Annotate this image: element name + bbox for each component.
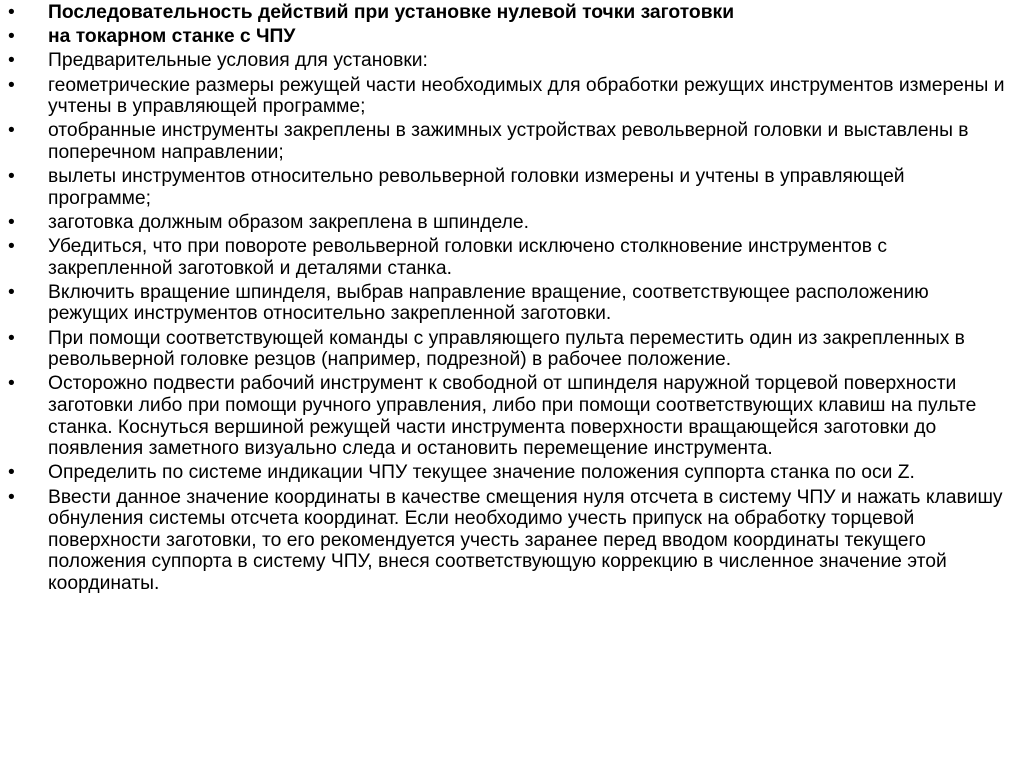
bullet-marker: • [8,211,15,233]
bullet-marker: • [8,120,15,142]
bullet-marker: • [8,462,15,484]
list-item [8,462,1006,484]
list-item-text: Определить по системе индикации ЧПУ текущее значение положения суппорта станка по оси Z. [48,462,915,484]
bullet-marker: • [8,26,15,48]
list-item-text: При помощи соответствующей команды с управляющего пульта переместить один из закрепленных в револьверной головке резцов (например, подрезной) в рабочее положение. [48,327,965,371]
bullet-marker: • [8,2,15,23]
bullet-marker: • [8,327,15,349]
list-item-text: Осторожно подвести рабочий инструмент к свободной от шпинделя наружной торцевой поверхности заготовки либо при помощи ручного управления, либо при помощи соответствующих клавиш на пульте станка. Коснуться вершиной режущей части инструмента поверхности вращающейся заготовки до появления заметного визуально следа и остановить перемещение инструмента. [48,373,977,460]
bullet-marker: • [8,50,15,72]
bullet-marker: • [8,236,15,258]
list-item [8,50,1006,72]
list-item-text: геометрические размеры режущей части необходимых для обработки режущих инструментов измерены и учтены в управляющей программе; [48,74,1005,118]
bullet-marker: • [8,166,15,188]
list-item-text: Включить вращение шпинделя, выбрав направление вращение, соответствующее расположению режущих инструментов относительно закрепленной заготовки. [48,281,929,325]
list-item [8,166,1006,209]
list-item [8,236,1006,279]
list-item [8,373,1006,459]
list-item-text: Убедиться, что при повороте револьверной головки исключено столкновение инструментов с закрепленной заготовкой и деталями станка. [48,236,887,279]
list-item [8,120,1006,163]
bullet-marker: • [8,281,15,303]
bullet-marker: • [8,373,15,395]
list-item [8,26,1006,48]
list-item-text: вылеты инструментов относительно револьверной головки измерены и учтены в управляющей программе; [48,166,905,209]
bullet-list [8,2,1006,595]
list-item [8,282,1006,325]
list-item [8,212,1006,234]
list-item-text: на токарном станке с ЧПУ [48,26,296,48]
bullet-marker: • [8,74,15,96]
list-item-text: Ввести данное значение координаты в качестве смещения нуля отсчета в систему ЧПУ и нажать клавишу обнуления системы отсчета координат. Если необходимо учесть припуск на обработку торцевой поверхности заготовки, то его рекомендуется учесть заранее перед вводом координаты текущего положения суппорта в систему ЧПУ, внеся соответствующую коррекцию в численное значение этой координаты. [48,486,1003,594]
list-item-text: Последовательность действий при установке нулевой точки заготовки [48,2,735,23]
bullet-marker: • [8,486,15,508]
list-item [8,2,1006,24]
list-item-text: заготовка должным образом закреплена в шпинделе. [48,211,529,233]
list-item [8,487,1006,595]
list-item [8,75,1006,118]
list-item-text: Предварительные условия для установки: [48,50,428,72]
list-item [8,328,1006,371]
list-item-text: отобранные инструменты закреплены в зажимных устройствах револьверной головки и выставлены в поперечном направлении; [48,120,969,163]
